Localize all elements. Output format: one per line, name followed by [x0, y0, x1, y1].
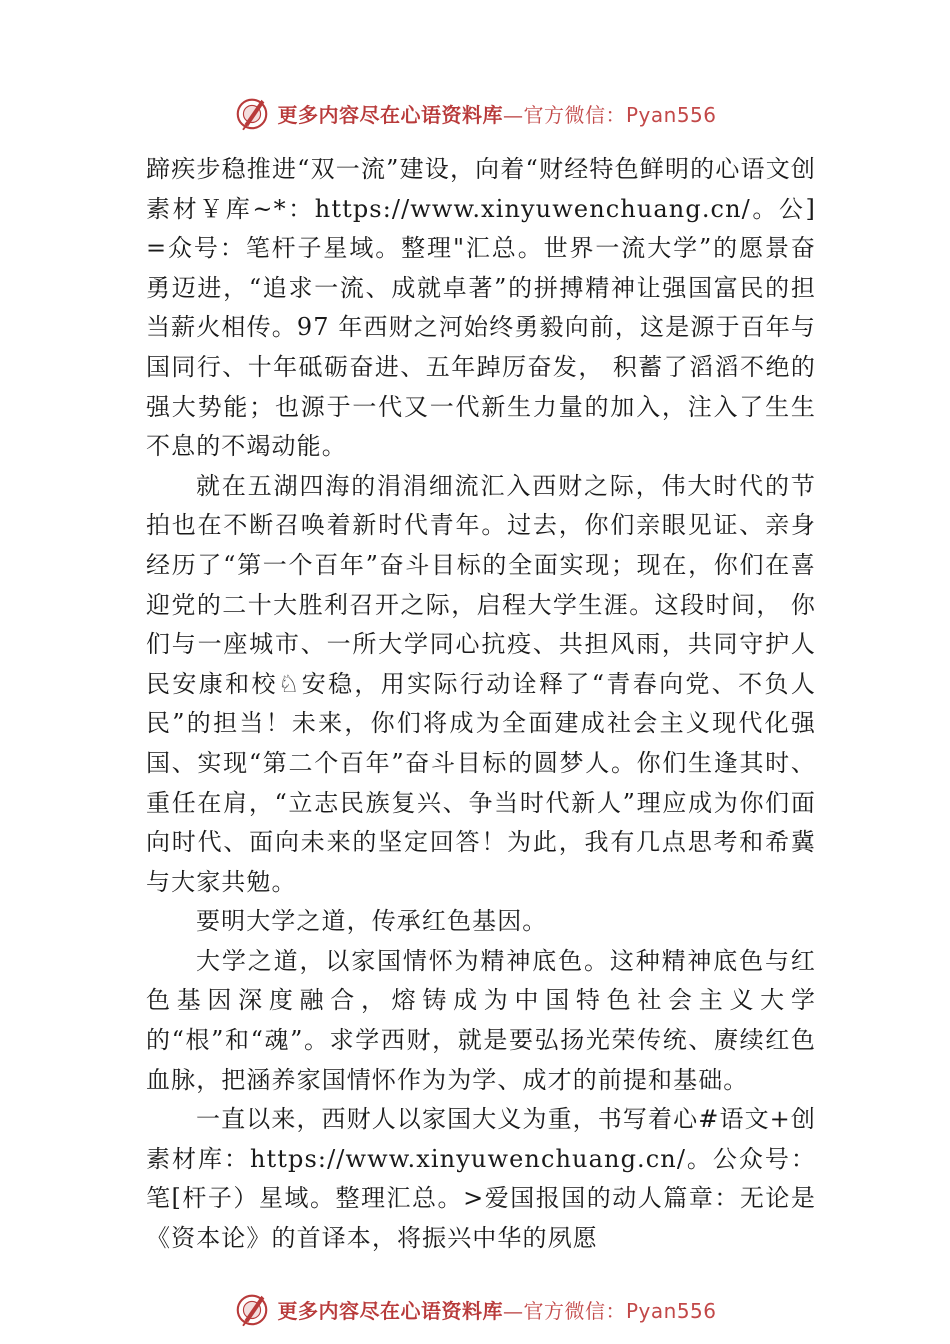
- header-wechat-id: Pyan556: [625, 102, 717, 127]
- quill-seal-icon: [233, 1290, 271, 1328]
- paragraph-5: 一直以来，西财人以家国大义为重，书写着心#语文+创素材库：https://www.xinyuwenchuang.cn/。公众号：笔[杆子）星域。整理汇总。>爱国报国的动人篇章：无论是《资本论》的首译本，将振兴中华的夙愿: [146, 1105, 816, 1253]
- footer-wechat-label: 官方微信：: [523, 1298, 626, 1323]
- paragraph-3-heading: 要明大学之道，传承红色基因。: [196, 907, 548, 936]
- footer-dash: —: [502, 1298, 524, 1323]
- paragraph-4: 大学之道，以家国情怀为精神底色。这种精神底色与红色基因深度融合，熔铸成为中国特色社会主义大学的“根”和“魂”。求学西财，就是要弘扬光荣传统、赓续红色血脉，把涵养家国情怀作为为学、成才的前提和基础。: [146, 946, 816, 1094]
- header-dash: —: [502, 102, 524, 127]
- footer-site-name: 更多内容尽在心语资料库: [277, 1298, 503, 1323]
- paragraph-2: 就在五湖四海的涓涓细流汇入西财之际，伟大时代的节拍也在不断召唤着新时代青年。过去，你们亲眼见证、亲身经历了“第一个百年”奋斗目标的全面实现；现在，你们在喜迎党的二十大胜利召开之际，启程大学生涯。这段时间， 你们与一座城市、一所大学同心抗疫、共担风雨，共同守护人民安康和校♘安稳，用实际行动诠释了“青春向党、不负人民”的担当！未来，你们将成为全面建成社会主义现代化强国、实现“第二个百年”奋斗目标的圆梦人。你们生逢其时、重任在肩，“立志民族复兴、争当时代新人”理应成为你们面向时代、面向未来的坚定回答！为此，我有几点思考和希冀与大家共勉。: [146, 471, 816, 896]
- header-site-name: 更多内容尽在心语资料库: [277, 102, 503, 127]
- header-banner: [0, 88, 950, 138]
- footer-wechat-id: Pyan556: [625, 1298, 717, 1323]
- document-body: [146, 150, 816, 1259]
- footer-banner: [0, 1284, 950, 1334]
- quill-seal-icon: [233, 94, 271, 132]
- paragraph-1: 蹄疾步稳推进“双一流”建设，向着“财经特色鲜明的心语文创素材￥库~*：https://www.xinyuwenchuang.cn/。公]=众号：笔杆子星域。整理"汇总。世界一流大学”的愿景奋勇迈进，“追求一流、成就卓著”的拼搏精神让强国富民的担当薪火相传。97 年西财之河始终勇毅向前，这是源于百年与国同行、十年砥砺奋进、五年踔厉奋发， 积蓄了滔滔不绝的强大势能；也源于一代又一代新生力量的加入，注入了生生不息的不竭动能。: [146, 155, 816, 461]
- header-text: [277, 99, 716, 128]
- header-wechat-label: 官方微信：: [523, 102, 626, 127]
- footer-text: [277, 1295, 716, 1324]
